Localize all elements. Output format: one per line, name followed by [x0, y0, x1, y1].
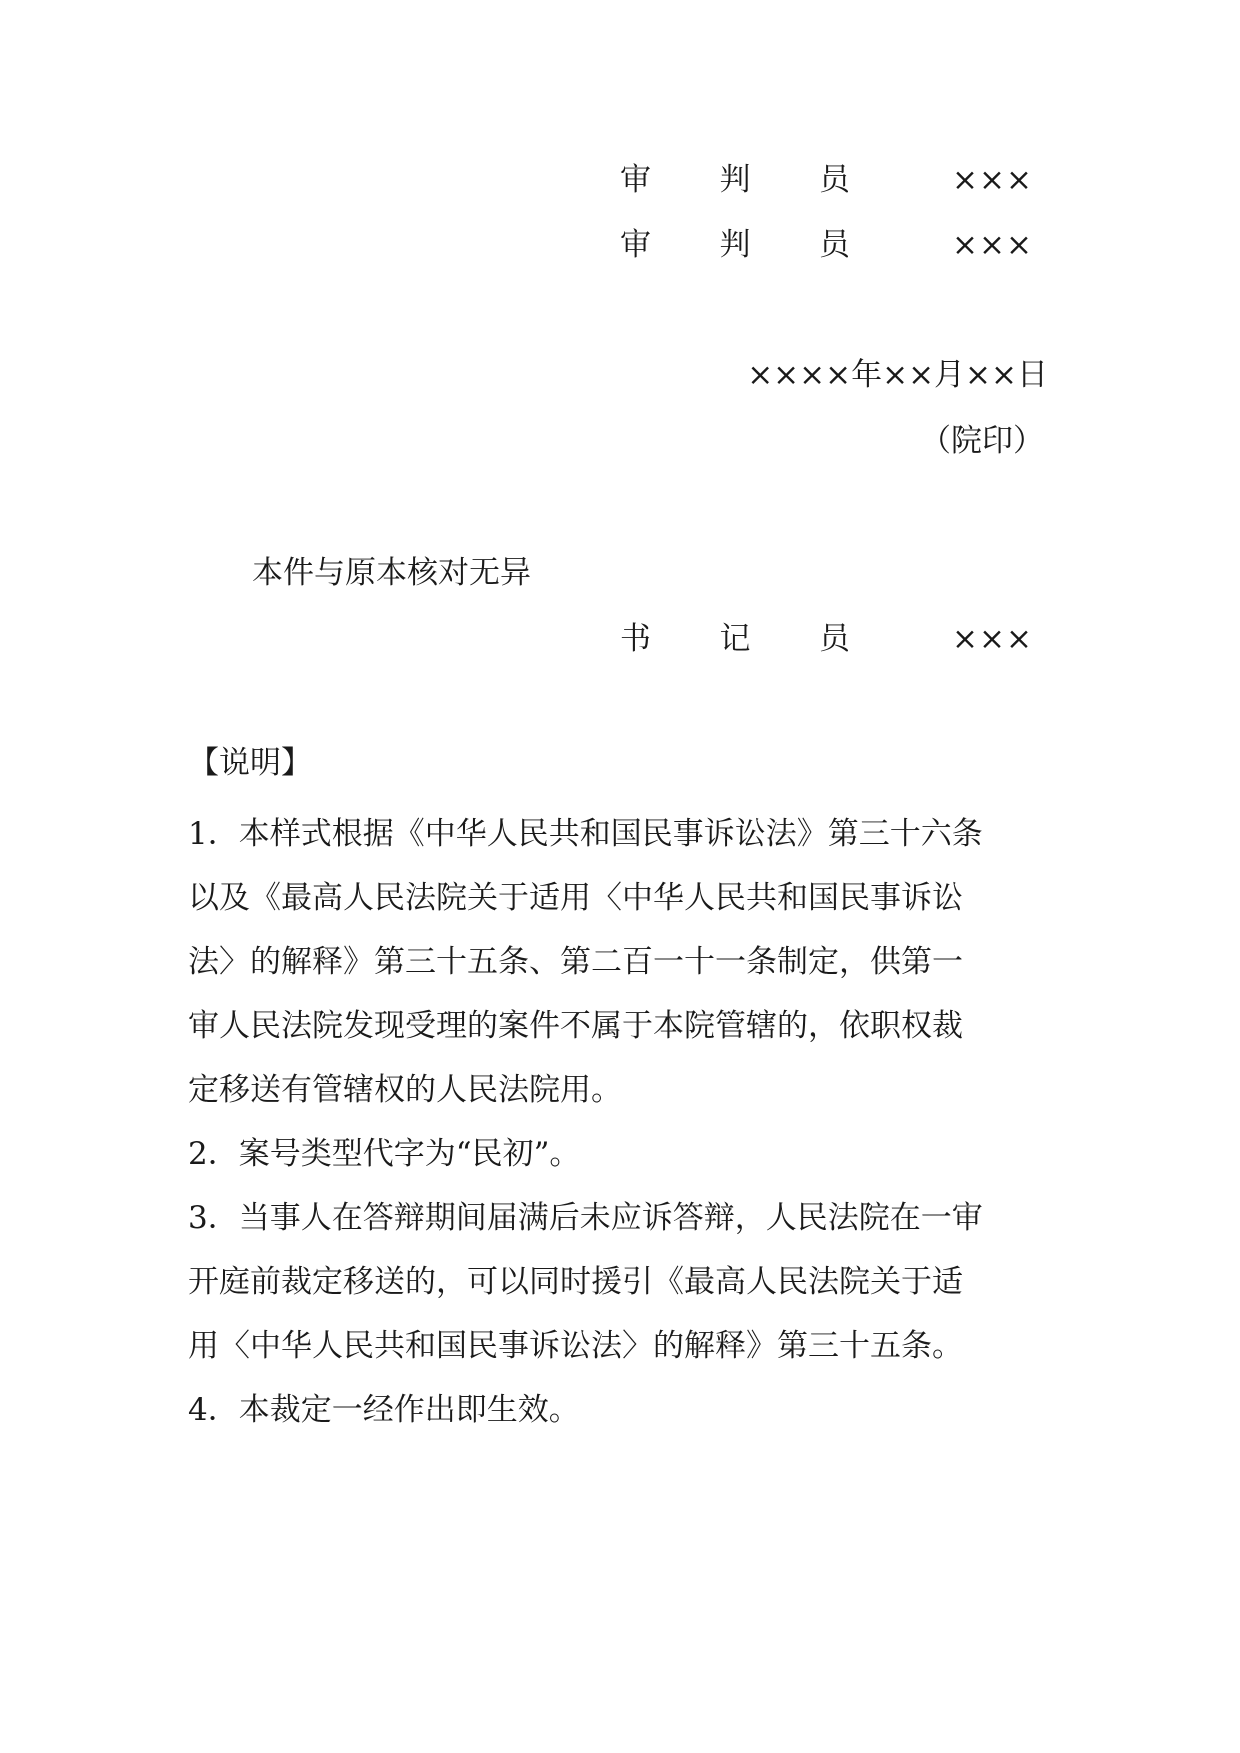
judge-signature-1 — [620, 155, 1060, 205]
note-line: 开庭前裁定移送的，可以同时援引《最高人民法院关于适 — [188, 1264, 963, 1300]
role-char: 书 — [620, 621, 651, 657]
note-line: 3．当事人在答辩期间届满后未应诉答辩，人民法院在一审 — [188, 1200, 983, 1236]
note-line: 以及《最高人民法院关于适用〈中华人民共和国民事诉讼 — [188, 880, 963, 916]
role-char: 判 — [719, 227, 751, 263]
clerk-role — [620, 614, 850, 664]
note-line: 用〈中华人民共和国民事诉讼法〉的解释》第三十五条。 — [188, 1328, 963, 1364]
note-line: 审人民法院发现受理的案件不属于本院管辖的，依职权裁 — [188, 1008, 963, 1044]
judge-role-1 — [620, 155, 850, 205]
role-char: 员 — [819, 162, 850, 198]
note-line: 4．本裁定一经作出即生效。 — [188, 1392, 580, 1428]
clerk-name: ××× — [952, 621, 1033, 657]
note-line: 1．本样式根据《中华人民共和国民事诉讼法》第三十六条 — [188, 816, 983, 852]
document-date: ××××年××月××日 — [747, 357, 1048, 393]
role-char: 记 — [719, 621, 751, 657]
role-char: 员 — [819, 227, 850, 263]
judge-role-2 — [620, 220, 850, 270]
note-line: 法〉的解释》第三十五条、第二百一十一条制定，供第一 — [188, 944, 963, 980]
verification-statement: 本件与原本核对无异 — [252, 555, 531, 591]
note-line: 2．案号类型代字为“民初”。 — [188, 1136, 581, 1172]
note-line: 定移送有管辖权的人民法院用。 — [188, 1072, 622, 1108]
clerk-signature — [620, 614, 1060, 664]
court-seal-note: （院印） — [920, 423, 1044, 459]
judge-name-1: ××× — [952, 162, 1033, 198]
role-char: 审 — [620, 162, 651, 198]
role-char: 判 — [719, 162, 751, 198]
role-char: 审 — [620, 227, 651, 263]
notes-section — [188, 738, 1048, 1442]
judge-name-2: ××× — [952, 227, 1033, 263]
role-char: 员 — [819, 621, 850, 657]
judge-signature-2 — [620, 220, 1060, 270]
notes-heading: 【说明】 — [188, 745, 312, 781]
